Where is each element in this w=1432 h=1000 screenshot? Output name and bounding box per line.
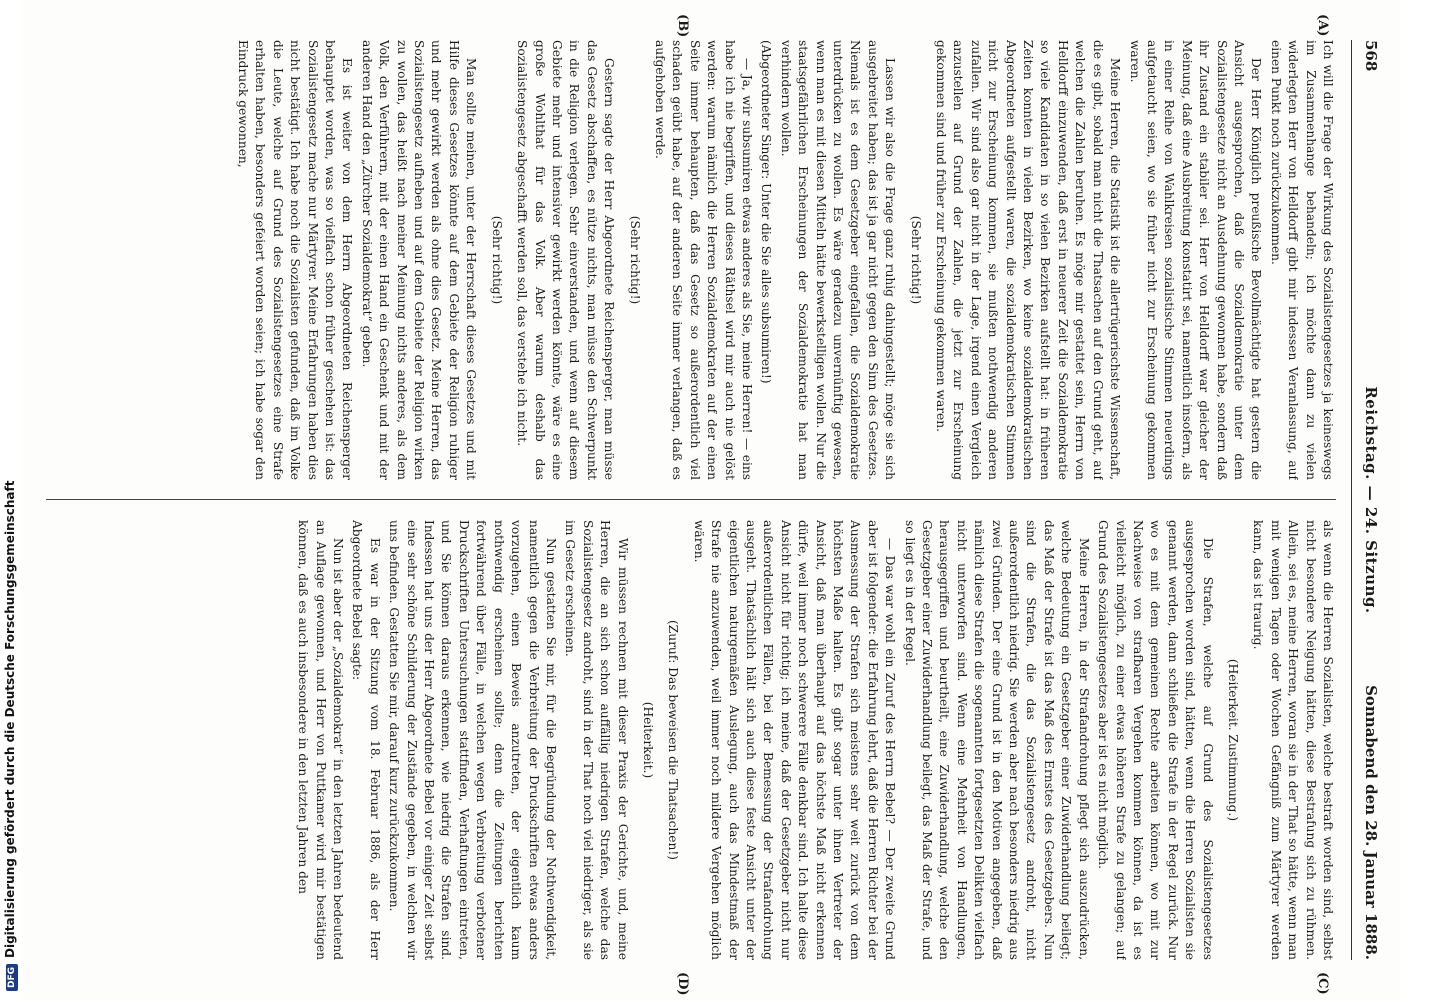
- interjection: (Sehr richtig!): [908, 215, 923, 305]
- paragraph: Man sollte meinen, unter der Herrschaft dieses Gesetzes und mit Hilfe dieses Gesetzes könnte auf dem Gebiete der Religion ruhiger und mehr gewirkt werden als ohne dies Gesetz. Meine Herren, das Sozialistengesetz aufheben und auf dem Gebiete der Religion wirken zu wollen, das heißt nach meiner Meinung nichts anderes, als dem Volk, den Verführern, mit der einen Hand ein Geschenk und mit der anderen Hand den „Zürcher Sozialdemokrat“ geben.: [359, 40, 479, 480]
- interjection: (Sehr richtig!): [489, 215, 504, 305]
- interjection: (Heiterkeit.): [640, 701, 655, 779]
- footer-text: Digitalisierung gefördert durch die Deutsche Forschungsgemeinschaft: [3, 480, 17, 958]
- interjection: (Zuruf: Das beweisen die Thatsachen!): [666, 620, 681, 860]
- margin-marker-c: (C): [1315, 972, 1330, 995]
- paragraph: Meine Herren, in der Strafandrohung pflegt sich auszudrücken, welche Bedeutung ein Gesetzgeber einer Zuwiderhandlung beilegt; das Maß der Strafe ist das Maß des Ernstes des Gesetzgebers. Nun sind die Strafen, die das Sozialistengesetz androht, nicht außerordentlich niedrig. Sie werden aber nach besonders niedrig aus zwei Gründen. Der eine Grund ist in den Motiven angegeben, daß nämlich diese Strafen die sogenannten fortgesetzten Delikten vielfach nicht unterworfen sind. Wenn eine Mehrheit von Handlungen, herausgegriffen und beurtheilt, eine Zuwiderhandlung, welche den Gesetzgeber einer Zuwiderhandlung beilegt, das Maß der Strafe, und so liegt es in der Regel.: [902, 520, 1091, 960]
- paragraph: Gestern sagte der Herr Abgeordnete Reichensperger, man müsse das Gesetz abschaffen, es nütze nichts, man müsse den Schwerpunkt in die Religion verlegen. Sehr einverstanden, und wenn auf diesem Gebiete mehr und intensiver gewirkt werden könnte, wäre es eine große Wohlthat für das Volk. Aber warum deshalb das Sozialistengesetz abgeschafft werden soll, das verstehe ich nicht.: [515, 40, 617, 480]
- paragraph: Nun ist aber der „Sozialdemokrat“ in den letzten Jahren bedeutend an Auflage gewonnen, und Herr von Puttkamer wird mir bestätigen können, daß es auch insbesondere in den letzten Jahren den: [296, 520, 346, 960]
- paragraph: Der Herr Königlich preußische Bevollmächtigte hat gestern die Ansicht ausgesprochen, daß die Sozialdemokratie unter dem Sozialistengesetze nicht an Ausdehnung gewonnen habe, sondern daß ihr Zustand ein stabiler sei. Herr von Helldorff war gleicher der Meinung, daß eine Ausbreitung konstatirt sei, namentlich insofern, als in einer Reihe von Wahlkreisen sozialistische Stimmen neuerdings aufgetaucht seien, wo sie früher nicht zur Erscheinung gekommen waren.: [1127, 40, 1264, 480]
- paragraph: Meine Herren, die Statistik ist die allertrügerischste Wissenschaft, die es gibt, sobald man nicht die Thatsachen auf den Grund geht, auf welchen die Zahlen beruhen. Es möge mir gestattet sein, Herrn von Helldorff einzuwenden, daß erst in neuerer Zeit die Sozialdemokratie so viele Kandidaten in so vielen Bezirken aufstellt hat: in früheren Zeiten konnten in vielen Bezirken, wo keine sozialdemokratischen Abgeordneten aufgestellt waren, die sozialdemokratischen Stimmen nicht zur Erscheinung kommen, sie mußten nothwendig anderen zufallen. Wir sind also gar nicht in der Lage, irgend einen Vergleich anzustellen auf Grund der Zahlen, die jetzt zur Erscheinung gekommen sind und früher zur Erscheinung gekommen waren.: [934, 40, 1123, 480]
- session-date: Sonnabend den 28. Januar 1888.: [1362, 685, 1380, 960]
- paragraph: Lassen wir also die Frage ganz ruhig dahingestellt; möge sie sich ausgebreitet haben; das ist ja gar nicht gegen den Sinn des Gesetzes. Niemals ist es dem Gesetzgeber eingefallen, die Sozialdemokratie unterdrücken zu wollen. Es wäre geradezu unvernünftig gewesen, wenn man es mit diesen Mitteln hätte bewerkstelligen wollen. Nur die staatsgefährlichen Erscheinungen der Sozialdemokratie hat man verhindern wollen.: [778, 40, 898, 480]
- header-rule: [1351, 40, 1352, 960]
- paragraph: — Das war wohl ein Zuruf des Herrn Bebel? — Der zweite Grund aber ist folgender: die Erfahrung lehrt, daß die Herren Richter bei der Ausmessung der Strafen sich meistens sehr weit zurück von dem höchsten Maße halten. Es gibt sogar unter ihnen Vertreter der Ansicht, daß man überhaupt auf das höchste Maß nicht erkennen dürfe, weil immer noch schwerere Fälle denkbar sind. Ich halte diese Ansicht nicht für richtig; ich meine, daß der Gesetzgeber nicht nur außerordentlichen Fällen, bei der Bemessung der Strafandrohung ausgeht. Thatsächlich hält sich auch diese feste Ansicht unter der eigentlichen naturgemäßen Auslegung, auch das Mindestmaß der Strafe nie anzuwenden, weil immer noch mildere Vergehen möglich wären.: [691, 520, 898, 960]
- dfg-logo: DFG: [6, 964, 18, 991]
- left-column: [36, 40, 1336, 480]
- paragraph: als wenn die Herren Sozialisten, welche bestraft worden sind, selbst nicht besondere Neigung hätten, diese Bestrafung sich zu rühmen. Allein, sei es, meine Herren, woran sie in der That so hätte, wenn man mit wenigen Tagen oder Wochen Gefängniß zum Märtyrer werden kann, das ist traurig.: [1251, 520, 1335, 960]
- paragraph: Es war in der Sitzung vom 18. Februar 1886, als der Herr Abgeordnete Bebel sagte:: [350, 520, 382, 960]
- margin-marker-d: (D): [675, 972, 690, 996]
- margin-marker-b: (B): [675, 14, 690, 38]
- interjection: (Sehr richtig!): [627, 215, 642, 305]
- footer-text-row: [3, 0, 21, 991]
- paragraph: Nun gestatten Sie mir, für die Begründung der Nothwendigkeit, namentlich gegen die Verbreitung der Druckschriften etwas anders vorzugehen, einen Beweis anzutreten, der eigentlich kaum nothwendig erscheinen sollte; denn die Zeitungen berichten fortwährend über Fälle, in welchen wegen Verbreitung verbotener Druckschriften Untersuchungen stattfinden, Verhaftungen eintreten, und Sie können daraus erkennen, wie niedrig die Strafen sind. Indessen hat uns der Herr Abgeordnete Bebel vor einiger Zeit selbst eine sehr schöne Schilderung der Zustände gegeben, in welchen wir uns befinden. Gestatten Sie mir, darauf kurz zurückzukommen.: [387, 520, 558, 960]
- interjection: (Abgeordneter Singer: Unter die Sie alles subsumiren!): [759, 40, 774, 384]
- right-column: [36, 520, 1336, 960]
- digitization-footer: [0, 0, 22, 1000]
- interjection: (Heiterkeit. Zustimmung.): [1225, 658, 1240, 822]
- paragraph: Ich will die Frage der Wirkung des Sozialistengesetzes ja keineswegs im Zusammenhange behandeln; ich möchte dann zu vielen widerlegten Herr von Helldorff gibt mir indessen Veranlassung, auf einen Punkt noch zurückzukommen.: [1268, 40, 1335, 480]
- margin-marker-a: (A): [1315, 14, 1330, 37]
- paragraph: — Ja, wir subsumiren etwas anderes als Sie, meine Herren! — eins habe ich nie begriffen, und dieses Räthsel wird mir auch nie gelöst werden: warum nämlich die Herren Sozialdemokraten auf der einen Seite immer behaupten, daß das Gesetz so außerordentlich viel schaden geübt habe, auf der anderen Seite immer verlangen, daß es aufgehoben werde.: [652, 40, 754, 480]
- paragraph: Wir müssen rechnen mit dieser Praxis der Gerichte, und, meine Herren, die an sich schon auffällig niedrigen Strafen, welche das Sozialistengesetz androht, sind in der That noch viel niedriger, als sie im Gesetz erscheinen.: [563, 520, 630, 960]
- paragraph: Die Strafen, welche auf Grund des Sozialistengesetzes ausgesprochen worden sind, hätten, wenn die Herren Sozialisten sie genannt werden, dann schließen die Strafe in der Regel zurück. Nur wo es mit dem gemeinen Rechte arbeiten können, wo mit zur Nachweise von strafbaren Vergehen kommen können, da ist es vielleicht möglich, zu einer etwas höheren Strafe zu gelangen; auf Grund des Sozialistengesetzes aber ist es nicht möglich.: [1096, 520, 1215, 960]
- column-divider: [46, 499, 1336, 500]
- page-header: [1356, 40, 1380, 960]
- page-title: Reichstag. — 24. Sitzung.: [1362, 386, 1380, 614]
- page-number: 568: [1362, 40, 1380, 72]
- paragraph: Es ist weiter von dem Herrn Abgeordneten Reichensperger behauptet worden, was so vielfach schon früher geschehen ist: das Sozialistengesetz mache nur Märtyrer. Meine Erfahrungen haben dies nicht bestätigt. Ich habe noch die Sozialisten gefunden, daß im Volke die Leute, welche auf Grund des Sozialistengesetzes eine Strafe erhalten haben, besonders gefeiert worden seien; ich habe sogar den Eindruck gewonnen,: [236, 40, 355, 480]
